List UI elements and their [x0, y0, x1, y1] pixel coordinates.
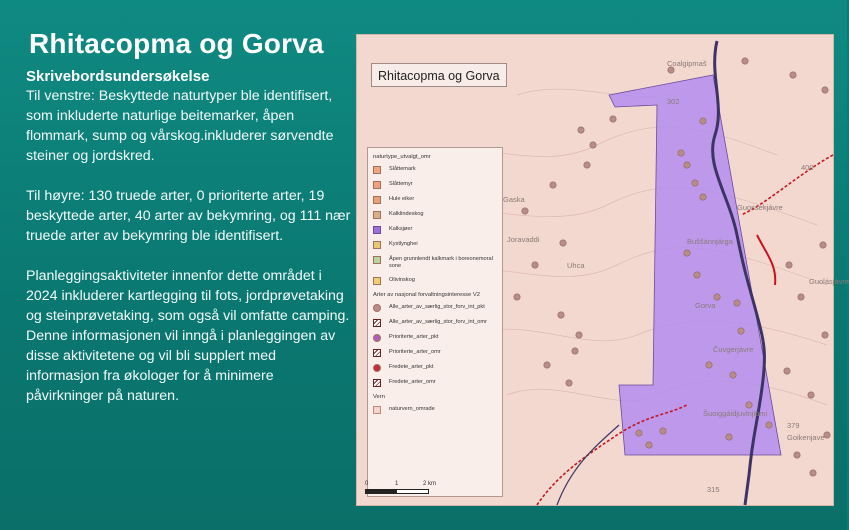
map-label-guolasjavre: Guolásjávre [809, 277, 849, 286]
paragraph-left-map: Til venstre: Beskyttede naturtyper ble identifisert, som inkluderte naturlige beitemarker, åpen flommark, sump og vårskog.inkluderer sørvendte steiner og jordskred. [26, 88, 334, 164]
legend-item-kalklindeskog: Kalklindeskog [373, 211, 497, 219]
slide-text-panel [22, 28, 352, 426]
scale-label-1: 1 [395, 481, 399, 487]
scale-label-2: 2 km [423, 481, 437, 487]
legend-group2-title: Arter av nasjonal forvaltningsinteresse V2 [373, 292, 480, 298]
map-label-uhca: Uhca [567, 261, 585, 270]
map-label-goikenjave: Goikenjave [787, 433, 825, 442]
map-label-cuvgerjavre: Čuvgerjávre [713, 345, 754, 354]
slide-title: Rhitacopma og Gorva [29, 28, 324, 59]
scale-label-0: 0 [365, 481, 369, 487]
legend-item-kalksjoer: Kalksjøer [373, 226, 497, 234]
map-title: Rhitacopma og Gorva [371, 63, 507, 87]
legend-item-alle-arter-omr: Alle_arter_av_særlig_stor_forv_int_omr [373, 319, 497, 327]
swatch-icon [373, 181, 381, 189]
map-height-1: 302 [667, 97, 680, 106]
legend-group1-title: naturtype_utvalgt_omr [373, 154, 431, 160]
legend-item-kystlynghei: Kystlynghei [373, 241, 497, 249]
map-label-guossekjavre: Guossekjávre [737, 203, 783, 212]
paragraph-planning: Planleggingsaktiviteter innenfor dette området i 2024 inkluderer kartlegging til fots, jordprøvetaking og steinprøvetaking, som også vil omfatte camping. Denne informasjonen vil inngå i planleggingen av disse aktivitetene og vil bli supplert med informasjon fra økologer for å minimere påvirkninger på naturen. [26, 268, 350, 404]
legend-item-fredete-omr: Fredete_arter_omr [373, 379, 497, 387]
slide-subtitle: Skrivebordsundersøkelse [26, 68, 210, 85]
legend-item-naturvern: naturvern_omrade [373, 406, 497, 414]
hatch-icon [373, 319, 381, 327]
swatch-icon [373, 211, 381, 219]
map-label-bussannjarga: Buššánnjárga [687, 237, 733, 246]
legend-item-hule-eiker: Hule eiker [373, 196, 497, 204]
swatch-icon [373, 256, 381, 264]
legend-item-slattemyr: Slåttemyr [373, 181, 497, 189]
paragraph-right-map: Til høyre: 130 truede arter, 0 prioriterte arter, 19 beskyttede arter, 40 arter av bekymring, og 111 nær truede arter av bekymring ble identifisert. [26, 188, 351, 244]
map-height-4: 400 [801, 163, 814, 172]
legend-item-slattemark: Slåttemark [373, 166, 497, 174]
point-icon [373, 364, 381, 372]
swatch-icon [373, 406, 381, 414]
map-height-3: 315 [707, 485, 720, 494]
legend-item-fredete-pkt: Fredete_arter_pkt [373, 364, 497, 372]
map-legend [367, 147, 503, 497]
hatch-icon [373, 349, 381, 357]
swatch-icon [373, 277, 381, 285]
legend-item-apen-kalkmark: Åpen grunnlendt kalkmark i boreonemoral sone [373, 256, 497, 270]
point-icon [373, 304, 381, 312]
point-icon [373, 334, 381, 342]
map-label-suoiggaidjuvlnjibmi: Šuoiggáidjuvlnjibmi [703, 409, 768, 418]
map-scale-bar [365, 481, 445, 495]
legend-item-alle-arter-pkt: Alle_arter_av_særlig_stor_forv_int_pkt [373, 304, 497, 312]
swatch-icon [373, 241, 381, 249]
map-label-gorva: Gorva [695, 301, 716, 310]
swatch-icon [373, 226, 381, 234]
swatch-icon [373, 166, 381, 174]
legend-item-prioriterte-pkt: Prioriterte_arter_pkt [373, 334, 497, 342]
hatch-icon [373, 379, 381, 387]
scale-bar-graphic [365, 489, 429, 494]
map-height-2: 379 [787, 421, 800, 430]
map-view[interactable] [356, 34, 849, 506]
legend-item-prioriterte-omr: Prioriterte_arter_omr [373, 349, 497, 357]
swatch-icon [373, 196, 381, 204]
legend-item-olivinskog: Olivinskog [373, 277, 497, 285]
map-label-joravaddi: Joravaddi [507, 235, 540, 244]
map-label-gaska: Gaska [503, 195, 525, 204]
legend-group3-title: Vern [373, 394, 385, 400]
map-label-coalgipmas: Coalgipmaš [667, 59, 707, 68]
